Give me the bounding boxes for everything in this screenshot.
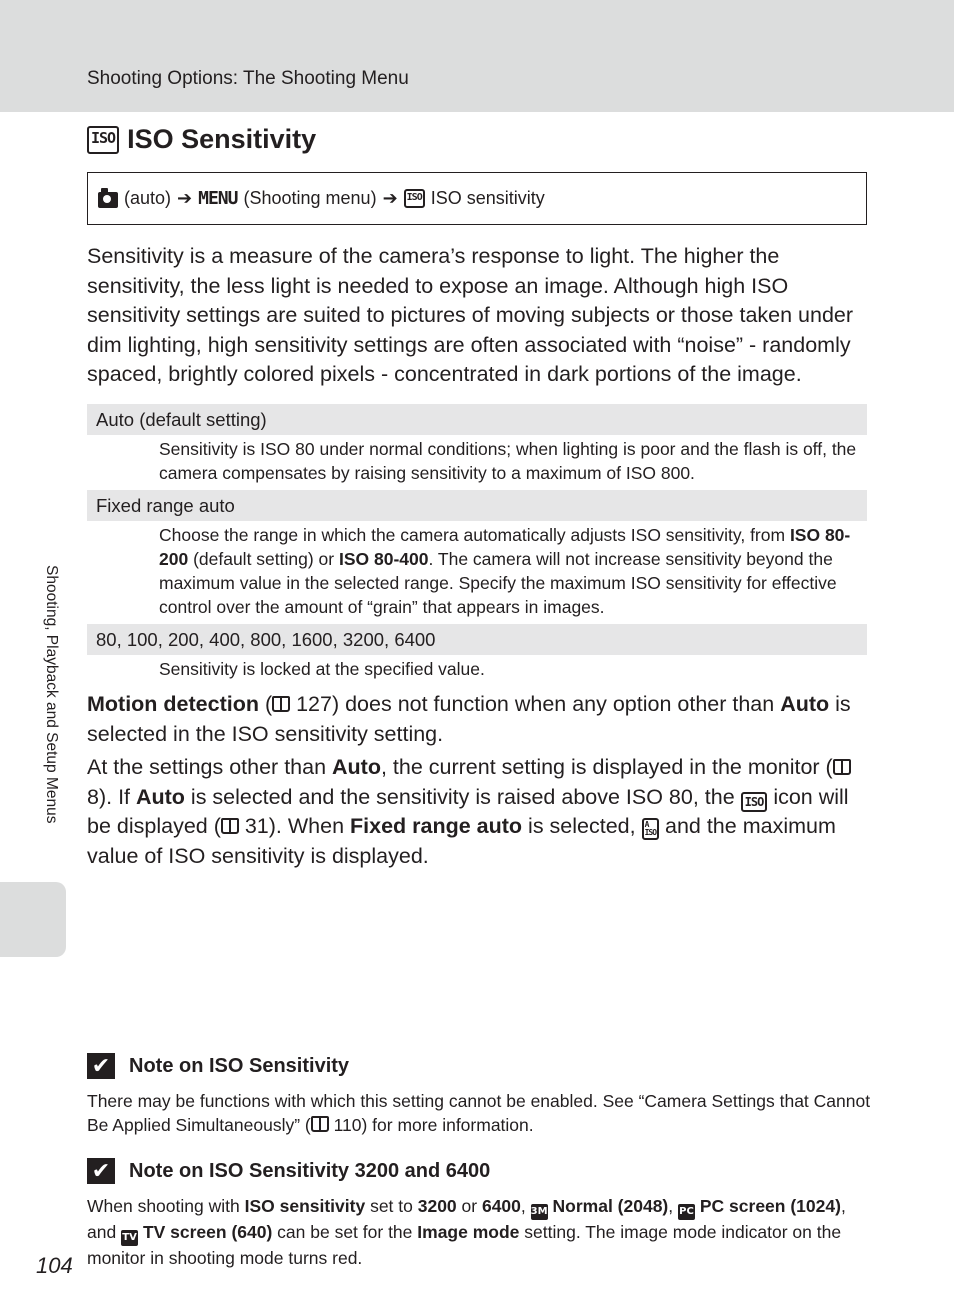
menu-path-iso-sensitivity: ISO sensitivity: [430, 188, 545, 208]
image-mode-pc-icon: PC: [678, 1204, 695, 1220]
check-note-icon: ✔: [87, 1158, 115, 1184]
book-reference-icon: [272, 696, 290, 712]
option-desc-fixed-range-auto: Choose the range in which the camera automatically adjusts ISO sensitivity, from ISO 80-200 (default setting) or ISO 80-400. The camera will not increase sensitivity beyond the maximum value in the selected range. Specify the maximum ISO sensitivity for effective control over the amount of “grain” that appears in images.: [159, 525, 851, 617]
option-header-fixed-range-auto: Fixed range auto: [87, 490, 867, 521]
option-desc-auto: Sensitivity is ISO 80 under normal conditions; when lighting is poor and the flash is off, the camera compensates by raising sensitivity to a maximum of ISO 800.: [159, 439, 857, 483]
book-reference-icon: [833, 759, 851, 775]
note-title-iso-3200-6400: ✔ Note on ISO Sensitivity 3200 and 6400: [87, 1158, 490, 1184]
menu-button-icon: MENU: [198, 188, 238, 209]
check-note-icon: ✔: [87, 1053, 115, 1079]
camera-icon: [98, 192, 118, 208]
page-title-text: ISO Sensitivity: [127, 124, 317, 154]
image-mode-normal-icon: 3M: [531, 1204, 548, 1220]
iso-icon: ISO: [404, 189, 425, 208]
note-text-iso-3200-6400: When shooting with ISO sensitivity set to 3200 or 6400, 3M Normal (2048), PC PC screen (1024), and TV TV screen (640) can be set for the Image mode setting. The image mode indicator on the monitor in shooting mode turns red.: [87, 1196, 846, 1268]
menu-path-auto: (auto): [124, 188, 172, 208]
arrow-right-icon: ➔: [177, 188, 193, 208]
motion-detection-paragraph: Motion detection ( 127) does not function when any option other than Auto is selected in the ISO sensitivity setting.: [87, 692, 851, 746]
arrow-right-icon: ➔: [382, 188, 398, 208]
iso-indicator-icon: ISO: [741, 792, 768, 812]
note-title-iso-sensitivity: ✔ Note on ISO Sensitivity: [87, 1053, 349, 1079]
iso-icon: ISO: [87, 126, 119, 154]
image-mode-tv-icon: TV: [121, 1230, 138, 1246]
option-header-fixed-values: 80, 100, 200, 400, 800, 1600, 3200, 6400: [87, 624, 867, 655]
intro-paragraph: Sensitivity is a measure of the camera’s response to light. The higher the sensitivity, the less light is needed to expose an image. Although high ISO sensitivity settings are suited to pictures of moving subjects or those taken under dim lighting, high sensitivity settings are often associated with “noise” - randomly spaced, brightly colored pixels - concentrated in dark portions of the image.: [87, 244, 854, 387]
page-number: 104: [36, 1253, 73, 1278]
side-section-tab: [0, 882, 66, 957]
running-head: Shooting Options: The Shooting Menu: [87, 68, 409, 89]
note-text-iso-sensitivity: There may be functions with which this setting cannot be enabled. See “Camera Settings that Cannot Be Applied Simultaneously” ( 110) for more information.: [87, 1091, 871, 1135]
option-header-auto: Auto (default setting): [87, 404, 867, 435]
book-reference-icon: [221, 818, 239, 834]
menu-path-shooting-menu: (Shooting menu): [243, 188, 377, 208]
header-band: [0, 0, 954, 112]
settings-display-paragraph: At the settings other than Auto, the current setting is displayed in the monitor ( 8). If Auto is selected and the sensitivity is raised above ISO 80, the ISO icon will be displayed ( 31). When Fixed range auto is selected, A ISO and the maximum value of ISO sensitivity is displayed.: [87, 753, 877, 871]
menu-path-box: [87, 172, 867, 225]
book-reference-icon: [311, 1116, 329, 1132]
iso-auto-indicator-icon: A ISO: [642, 818, 659, 840]
page-title: [87, 124, 316, 155]
option-desc-fixed-values: Sensitivity is locked at the specified value.: [159, 659, 485, 679]
side-section-label: Shooting, Playback and Setup Menus: [43, 565, 60, 824]
